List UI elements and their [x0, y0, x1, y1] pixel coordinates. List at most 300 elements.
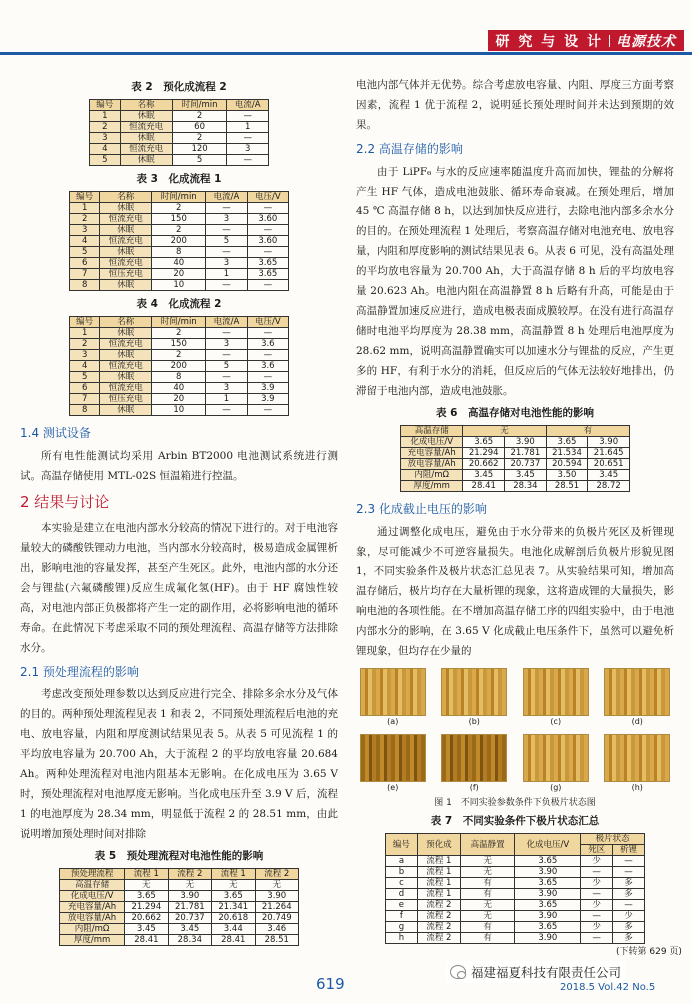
table4 — [69, 316, 289, 416]
table6-title: 表 6 高温存储对电池性能的影响 — [436, 406, 594, 419]
table-cell: — — [206, 202, 247, 213]
table-row — [386, 900, 645, 911]
table-cell: 28.41 — [125, 934, 168, 945]
table-row — [401, 436, 630, 447]
table-cell: 充电容量/Ah — [60, 901, 125, 912]
table-cell: 恒流充电 — [100, 360, 152, 371]
table-cell: 20 — [152, 268, 206, 279]
table2 — [89, 99, 269, 166]
table-row — [386, 922, 645, 933]
table-cell: 21.645 — [588, 447, 630, 458]
table-cell: 无 — [125, 879, 168, 890]
table-cell: 10 — [152, 279, 206, 290]
table-cell: — — [247, 349, 288, 360]
table-cell: 3.90 — [168, 890, 211, 901]
table6 — [400, 425, 630, 492]
table-cell: 放电容量/Ah — [60, 912, 125, 923]
table-cell: 20.594 — [546, 458, 588, 469]
table-row — [70, 202, 289, 213]
section-1-4-text: 所有电性能测试均采用 Arbin BT2000 电池测试系统进行测试。高温存储使用 MTL-02S 恒温箱进行控温。 — [20, 449, 338, 482]
table-cell: 3.90 — [515, 867, 581, 878]
figure1-panel — [356, 668, 430, 728]
table-cell: 3 — [70, 349, 100, 360]
table-cell: 3.90 — [515, 911, 581, 922]
table-cell: 2 — [152, 327, 206, 338]
table-header-cell: 流程 1 — [125, 868, 168, 879]
table-cell: 3.60 — [247, 213, 288, 224]
journal-header — [0, 0, 692, 56]
table-cell: 3.65 — [515, 900, 581, 911]
table-cell: 无 — [460, 900, 514, 911]
watermark-text: 福建福夏科技有限责任公司 — [471, 965, 622, 980]
table-cell: 2 — [90, 121, 121, 132]
table-cell: 休眠 — [100, 224, 152, 235]
table-cell: 3.6 — [247, 338, 288, 349]
table-cell: 21.781 — [168, 901, 211, 912]
table-header-row — [70, 191, 289, 202]
table-cell: 高温存储 — [60, 879, 125, 890]
table-cell: 休眠 — [100, 246, 152, 257]
table-cell: 5 — [206, 235, 247, 246]
figure1-panel — [601, 668, 675, 728]
table-cell: 化成电压/V — [60, 890, 125, 901]
table-row — [60, 890, 299, 901]
table-row — [70, 257, 289, 268]
table-cell: 多 — [613, 922, 645, 933]
table-cell: — — [581, 933, 613, 944]
table-cell: 3.60 — [247, 235, 288, 246]
table-row — [386, 889, 645, 900]
table-cell: 3 — [90, 132, 121, 143]
electrode-photo — [604, 668, 670, 716]
table-cell: 3.90 — [588, 436, 630, 447]
table-header-cell: 编号 — [70, 316, 100, 327]
table-cell: 3.6 — [247, 360, 288, 371]
table-cell: 3.90 — [255, 890, 299, 901]
table-cell: 3.65 — [546, 436, 588, 447]
table-header-cell: 死区 — [581, 845, 613, 856]
table-cell: 20.737 — [505, 458, 547, 469]
table-cell: 恒流充电 — [120, 121, 172, 132]
table-cell: 少 — [581, 878, 613, 889]
figure1-panel-label: (b) — [468, 717, 480, 727]
table-cell: 3 — [227, 143, 269, 154]
table-row — [90, 110, 269, 121]
table-row — [70, 393, 289, 404]
table-cell: 多 — [613, 878, 645, 889]
table-cell: — — [206, 404, 247, 415]
table-cell: — — [227, 132, 269, 143]
table-cell: 化成电压/V — [401, 436, 463, 447]
section-2-3-text: 通过调整化成电压，避免由于水分带来的负极片死区及析锂现象，尽可能减少不可逆容量损失。电池化成解剖后负极片形貌见图 1，不同实验条件及极片状态汇总见表 7。从实验结果可知，增加高温存储后，极片均存在大量析锂的现象，这将造成锂的大量损失，影响电池的各项性能。在不增加高温存储工序的四组实验中，由于电池内部水分的影响，在 3.65 V 化成截止电压条件下，虽然可以避免析锂现象，但均存在少量的 — [356, 525, 674, 658]
table-cell: 3 — [70, 224, 100, 235]
table-cell: 流程 2 — [417, 900, 460, 911]
table-header-cell: 电流/A — [206, 316, 247, 327]
table-cell: — — [613, 856, 645, 867]
table-cell: — — [247, 202, 288, 213]
figure1-panel — [601, 734, 675, 794]
table-cell: 200 — [152, 360, 206, 371]
table-cell: 流程 1 — [417, 889, 460, 900]
table-cell: 28.41 — [463, 480, 505, 491]
header-separator — [609, 35, 610, 47]
table-cell: — — [581, 867, 613, 878]
table-cell: 恒压充电 — [100, 268, 152, 279]
table3-title: 表 3 化成流程 1 — [136, 172, 222, 185]
table-header-cell: 有 — [546, 425, 629, 436]
table-cell: 休眠 — [100, 202, 152, 213]
table-cell: 150 — [152, 213, 206, 224]
table-cell: 21.264 — [255, 901, 299, 912]
table-cell: 5 — [172, 154, 227, 165]
table-cell: 20.662 — [125, 912, 168, 923]
table-row — [401, 480, 630, 491]
table-cell: 休眠 — [120, 132, 172, 143]
table-cell: 3 — [206, 338, 247, 349]
figure1-panel-label: (c) — [550, 717, 562, 727]
table-cell: 恒流充电 — [100, 382, 152, 393]
table-cell: 无 — [212, 879, 255, 890]
table-cell: 多 — [613, 933, 645, 944]
table-cell: 休眠 — [120, 110, 172, 121]
table-cell: g — [386, 922, 418, 933]
table-cell: 恒压充电 — [100, 393, 152, 404]
table-cell: 5 — [90, 154, 121, 165]
table-cell: 2 — [152, 224, 206, 235]
left-column — [20, 76, 338, 946]
table-cell: 21.781 — [505, 447, 547, 458]
table-cell: 3.46 — [255, 923, 299, 934]
table-cell: 21.341 — [212, 901, 255, 912]
table-cell: 8 — [152, 246, 206, 257]
table-cell: — — [581, 889, 613, 900]
table-cell: 1 — [206, 393, 247, 404]
table-cell: — — [247, 246, 288, 257]
table-cell: 有 — [460, 878, 514, 889]
table-cell: 21.294 — [463, 447, 505, 458]
electrode-photo — [441, 668, 507, 716]
table-cell: 流程 1 — [417, 856, 460, 867]
table-cell: h — [386, 933, 418, 944]
electrode-photo — [604, 734, 670, 782]
table-header-row — [90, 99, 269, 110]
table-row — [70, 224, 289, 235]
table3 — [69, 191, 289, 291]
table-cell: — — [206, 246, 247, 257]
right-intro-text: 电池内部气体并无优势。综合考虑放电容量、内阻、厚度三方面考察因素，流程 1 优于流程 2，说明延长预处理时间并未达到预期的效果。 — [356, 79, 674, 131]
table-cell: 休眠 — [100, 327, 152, 338]
table-cell: 20.737 — [168, 912, 211, 923]
table-cell: 3.65 — [247, 257, 288, 268]
table-cell: 无 — [168, 879, 211, 890]
table-cell: 3.65 — [515, 856, 581, 867]
table-cell: — — [613, 867, 645, 878]
table-header-cell: 电流/A — [206, 191, 247, 202]
table-cell: 60 — [172, 121, 227, 132]
table-cell: — — [206, 371, 247, 382]
table-cell: 40 — [152, 257, 206, 268]
table-row — [386, 856, 645, 867]
table-row — [70, 327, 289, 338]
table-cell: 200 — [152, 235, 206, 246]
table-cell: — — [206, 327, 247, 338]
table-cell: 2 — [152, 349, 206, 360]
table-cell: 28.51 — [255, 934, 299, 945]
table-cell: — — [247, 404, 288, 415]
table-cell: — — [206, 279, 247, 290]
table-header-cell: 编号 — [386, 834, 418, 856]
table-cell: 3.65 — [125, 890, 168, 901]
table-cell: — — [227, 110, 269, 121]
table-cell: 2 — [172, 132, 227, 143]
table-cell: 内阻/mΩ — [401, 469, 463, 480]
table-cell: 3.45 — [588, 469, 630, 480]
table-cell: 5 — [70, 371, 100, 382]
table-header-cell: 编号 — [70, 191, 100, 202]
table-row — [70, 338, 289, 349]
table-cell: 少 — [581, 922, 613, 933]
table-cell: 21.534 — [546, 447, 588, 458]
continued-note: (下转第 629 页) — [616, 947, 682, 957]
figure1-panel — [438, 668, 512, 728]
table-cell: — — [206, 349, 247, 360]
figure1-panel — [519, 734, 593, 794]
table-cell: 7 — [70, 268, 100, 279]
table-cell: 3.9 — [247, 382, 288, 393]
figure1-panel-label: (e) — [387, 783, 399, 793]
table-cell: 1 — [227, 121, 269, 132]
table-header-cell: 时间/min — [152, 316, 206, 327]
table-cell: c — [386, 878, 418, 889]
figure1-panel-label: (f) — [469, 783, 479, 793]
electrode-photo — [523, 668, 589, 716]
table-header-cell: 电流/A — [227, 99, 269, 110]
header-tag — [488, 30, 685, 51]
table-row — [60, 912, 299, 923]
section-2-3-heading: 2.3 化成截止电压的影响 — [356, 501, 487, 516]
figure1-panel — [519, 668, 593, 728]
table-row — [70, 360, 289, 371]
table7 — [385, 833, 645, 944]
table-row — [70, 382, 289, 393]
table-cell: 3.50 — [546, 469, 588, 480]
section-2-2-heading: 2.2 高温存储的影响 — [356, 141, 463, 156]
table-header-cell: 名称 — [120, 99, 172, 110]
table-header-cell: 电压/V — [247, 316, 288, 327]
table-cell: 3.65 — [212, 890, 255, 901]
table-cell: a — [386, 856, 418, 867]
table-cell: 4 — [70, 235, 100, 246]
table-cell: 流程 2 — [417, 933, 460, 944]
table-cell: 休眠 — [100, 404, 152, 415]
table-row — [60, 901, 299, 912]
table5 — [59, 868, 299, 946]
table-cell: 20.662 — [463, 458, 505, 469]
table-cell: b — [386, 867, 418, 878]
table4-title: 表 4 化成流程 2 — [136, 297, 222, 310]
table-cell: 28.41 — [212, 934, 255, 945]
wechat-icon — [450, 965, 466, 979]
table-cell: 恒流充电 — [100, 235, 152, 246]
table-cell: 厚度/mm — [401, 480, 463, 491]
table-header-cell: 电压/V — [247, 191, 288, 202]
table-cell: 28.51 — [546, 480, 588, 491]
table-header-cell: 预处理流程 — [60, 868, 125, 879]
table-cell: 内阻/mΩ — [60, 923, 125, 934]
table-header-cell: 名称 — [100, 191, 152, 202]
table-cell: 3.90 — [515, 889, 581, 900]
table-cell: 150 — [152, 338, 206, 349]
table-cell: 4 — [90, 143, 121, 154]
table-row — [60, 879, 299, 890]
table-cell: 20.651 — [588, 458, 630, 469]
table-cell: 21.294 — [125, 901, 168, 912]
table-cell: 28.34 — [505, 480, 547, 491]
table-cell: 3 — [206, 213, 247, 224]
table-cell: 3.90 — [505, 436, 547, 447]
table5-title: 表 5 预处理流程对电池性能的影响 — [94, 849, 264, 862]
figure1-panel-label: (h) — [631, 783, 643, 793]
table-cell: 5 — [206, 360, 247, 371]
figure1-caption: 图 1 不同实验参数条件下负极片状态图 — [434, 798, 596, 809]
table-cell: 3.65 — [515, 922, 581, 933]
table-cell: — — [247, 327, 288, 338]
table-header-row — [401, 425, 630, 436]
table7-title: 表 7 不同实验条件下极片状态汇总 — [430, 815, 600, 828]
figure1-panel-label: (d) — [631, 717, 643, 727]
table-cell: 多 — [613, 889, 645, 900]
section-2-1-text: 考虑改变预处理参数以达到反应进行完全、排除多余水分及气体的目的。两种预处理流程见表 1 和表 2，不同预处理流程后电池的充电、放电容量，内阻和厚度测试结果见表 5。从表 5 可见流程 1 的平均放电容量为 20.700 Ah，大于流程 2 的平均放电容量 20.684 Ah。两种处理流程对电池内阻基本无影响。在化成电压为 3.65 V 时，预处理流程对电池厚度无影响。当化成电压升至 3.9 V 后，流程 1 的电池厚度为 28.34 mm，明显低于流程 2 的 28.51 mm，由此说明增加预处理时间对排除 — [20, 688, 338, 840]
table-cell: 1 — [70, 202, 100, 213]
table-cell: 6 — [70, 257, 100, 268]
table-cell: f — [386, 911, 418, 922]
table-cell: 3 — [206, 257, 247, 268]
section-2-heading: 2 结果与讨论 — [20, 493, 110, 512]
table-header-cell: 极片状态 — [581, 834, 645, 845]
table-cell: 有 — [460, 922, 514, 933]
table-cell: 流程 1 — [417, 878, 460, 889]
table-cell: — — [227, 154, 269, 165]
table-header-cell: 流程 1 — [212, 868, 255, 879]
table-header-cell: 析锂 — [613, 845, 645, 856]
table-cell: 流程 2 — [417, 911, 460, 922]
table-cell: 恒流充电 — [120, 143, 172, 154]
table-cell: 有 — [460, 933, 514, 944]
section-2-text: 本实验是建立在电池内部水分较高的情况下进行的。对于电池容量较大的磷酸铁锂动力电池，当内部水分较高时，极易造成金属锂析出，影响电池的容量发挥，甚至产生死区。此外，电池内部的水分还会与锂盐(六氟磷酸锂)反应生成氟化氢(HF)。由于 HF 腐蚀性较高，对电池内部正负极都将产生一定的副作用，必将影响电池的循环寿命。在此情况下考虑采取不同的预处理流程、高温存储等方法排除水分。 — [20, 521, 338, 654]
table-cell: 40 — [152, 382, 206, 393]
electrode-photo — [441, 734, 507, 782]
table-cell: 无 — [255, 879, 299, 890]
table-row — [70, 246, 289, 257]
table-cell: 流程 1 — [417, 867, 460, 878]
table-row — [90, 154, 269, 165]
table-cell: 3.65 — [463, 436, 505, 447]
table-header-row — [60, 868, 299, 879]
table-cell: 无 — [460, 867, 514, 878]
table-header-cell: 名称 — [100, 316, 152, 327]
table-header-cell: 高温存储 — [401, 425, 463, 436]
table-cell: 恒流充电 — [100, 338, 152, 349]
table-header-cell: 预化成 — [417, 834, 460, 856]
table-row — [386, 911, 645, 922]
table-cell: 120 — [172, 143, 227, 154]
table-cell: 休眠 — [120, 154, 172, 165]
table-cell: 少 — [581, 900, 613, 911]
table-row — [386, 878, 645, 889]
table-row — [60, 934, 299, 945]
figure1-photos — [356, 668, 674, 794]
table-row — [386, 867, 645, 878]
table-cell: 少 — [613, 911, 645, 922]
watermark — [446, 961, 625, 983]
table-cell: 20.749 — [255, 912, 299, 923]
table-row — [70, 371, 289, 382]
table-cell: 28.34 — [168, 934, 211, 945]
table-cell: 8 — [152, 371, 206, 382]
table-row — [70, 268, 289, 279]
table-cell: 休眠 — [100, 371, 152, 382]
table-cell: 3.65 — [247, 268, 288, 279]
table-cell: 7 — [70, 393, 100, 404]
issue-info: 2018.5 Vol.42 No.5 — [560, 982, 656, 993]
table-cell: 3.45 — [463, 469, 505, 480]
table2-title: 表 2 预化成流程 2 — [131, 81, 227, 93]
table-cell: 2 — [70, 213, 100, 224]
table-cell: — — [247, 279, 288, 290]
table-row — [70, 213, 289, 224]
table-cell: — — [581, 911, 613, 922]
table-cell: 3.44 — [212, 923, 255, 934]
table-header-cell: 化成电压/V — [515, 834, 581, 856]
table-cell: 有 — [460, 889, 514, 900]
table-cell: — — [206, 224, 247, 235]
figure1-panel — [438, 734, 512, 794]
table-cell: 恒流充电 — [100, 213, 152, 224]
section-1-4-heading: 1.4 测试设备 — [20, 425, 91, 440]
right-column — [356, 76, 674, 944]
table-cell: 8 — [70, 404, 100, 415]
table-cell: 1 — [70, 327, 100, 338]
electrode-photo — [523, 734, 589, 782]
table-row — [401, 469, 630, 480]
table-cell: d — [386, 889, 418, 900]
table-row — [401, 458, 630, 469]
table-cell: 20 — [152, 393, 206, 404]
table-cell: 8 — [70, 279, 100, 290]
table-cell: 10 — [152, 404, 206, 415]
table-header-cell: 编号 — [90, 99, 121, 110]
table-cell: 无 — [460, 911, 514, 922]
table-cell: 3.45 — [125, 923, 168, 934]
table-cell: — — [247, 371, 288, 382]
table-cell: 3.45 — [505, 469, 547, 480]
table-cell: 3.45 — [168, 923, 211, 934]
table-row — [70, 349, 289, 360]
table-cell: — — [247, 224, 288, 235]
table-cell: 3.65 — [515, 878, 581, 889]
table-cell: 20.618 — [212, 912, 255, 923]
table-cell: 无 — [460, 856, 514, 867]
table-cell: 恒流充电 — [100, 257, 152, 268]
section-label: 研 究 与 设 计 — [495, 33, 603, 50]
table-row — [70, 235, 289, 246]
table-cell: 2 — [70, 338, 100, 349]
section-2-1-heading: 2.1 预处理流程的影响 — [20, 664, 139, 679]
table-header-row — [70, 316, 289, 327]
table-cell: 3.9 — [247, 393, 288, 404]
table-cell: 放电容量/Ah — [401, 458, 463, 469]
table-cell: 休眠 — [100, 349, 152, 360]
